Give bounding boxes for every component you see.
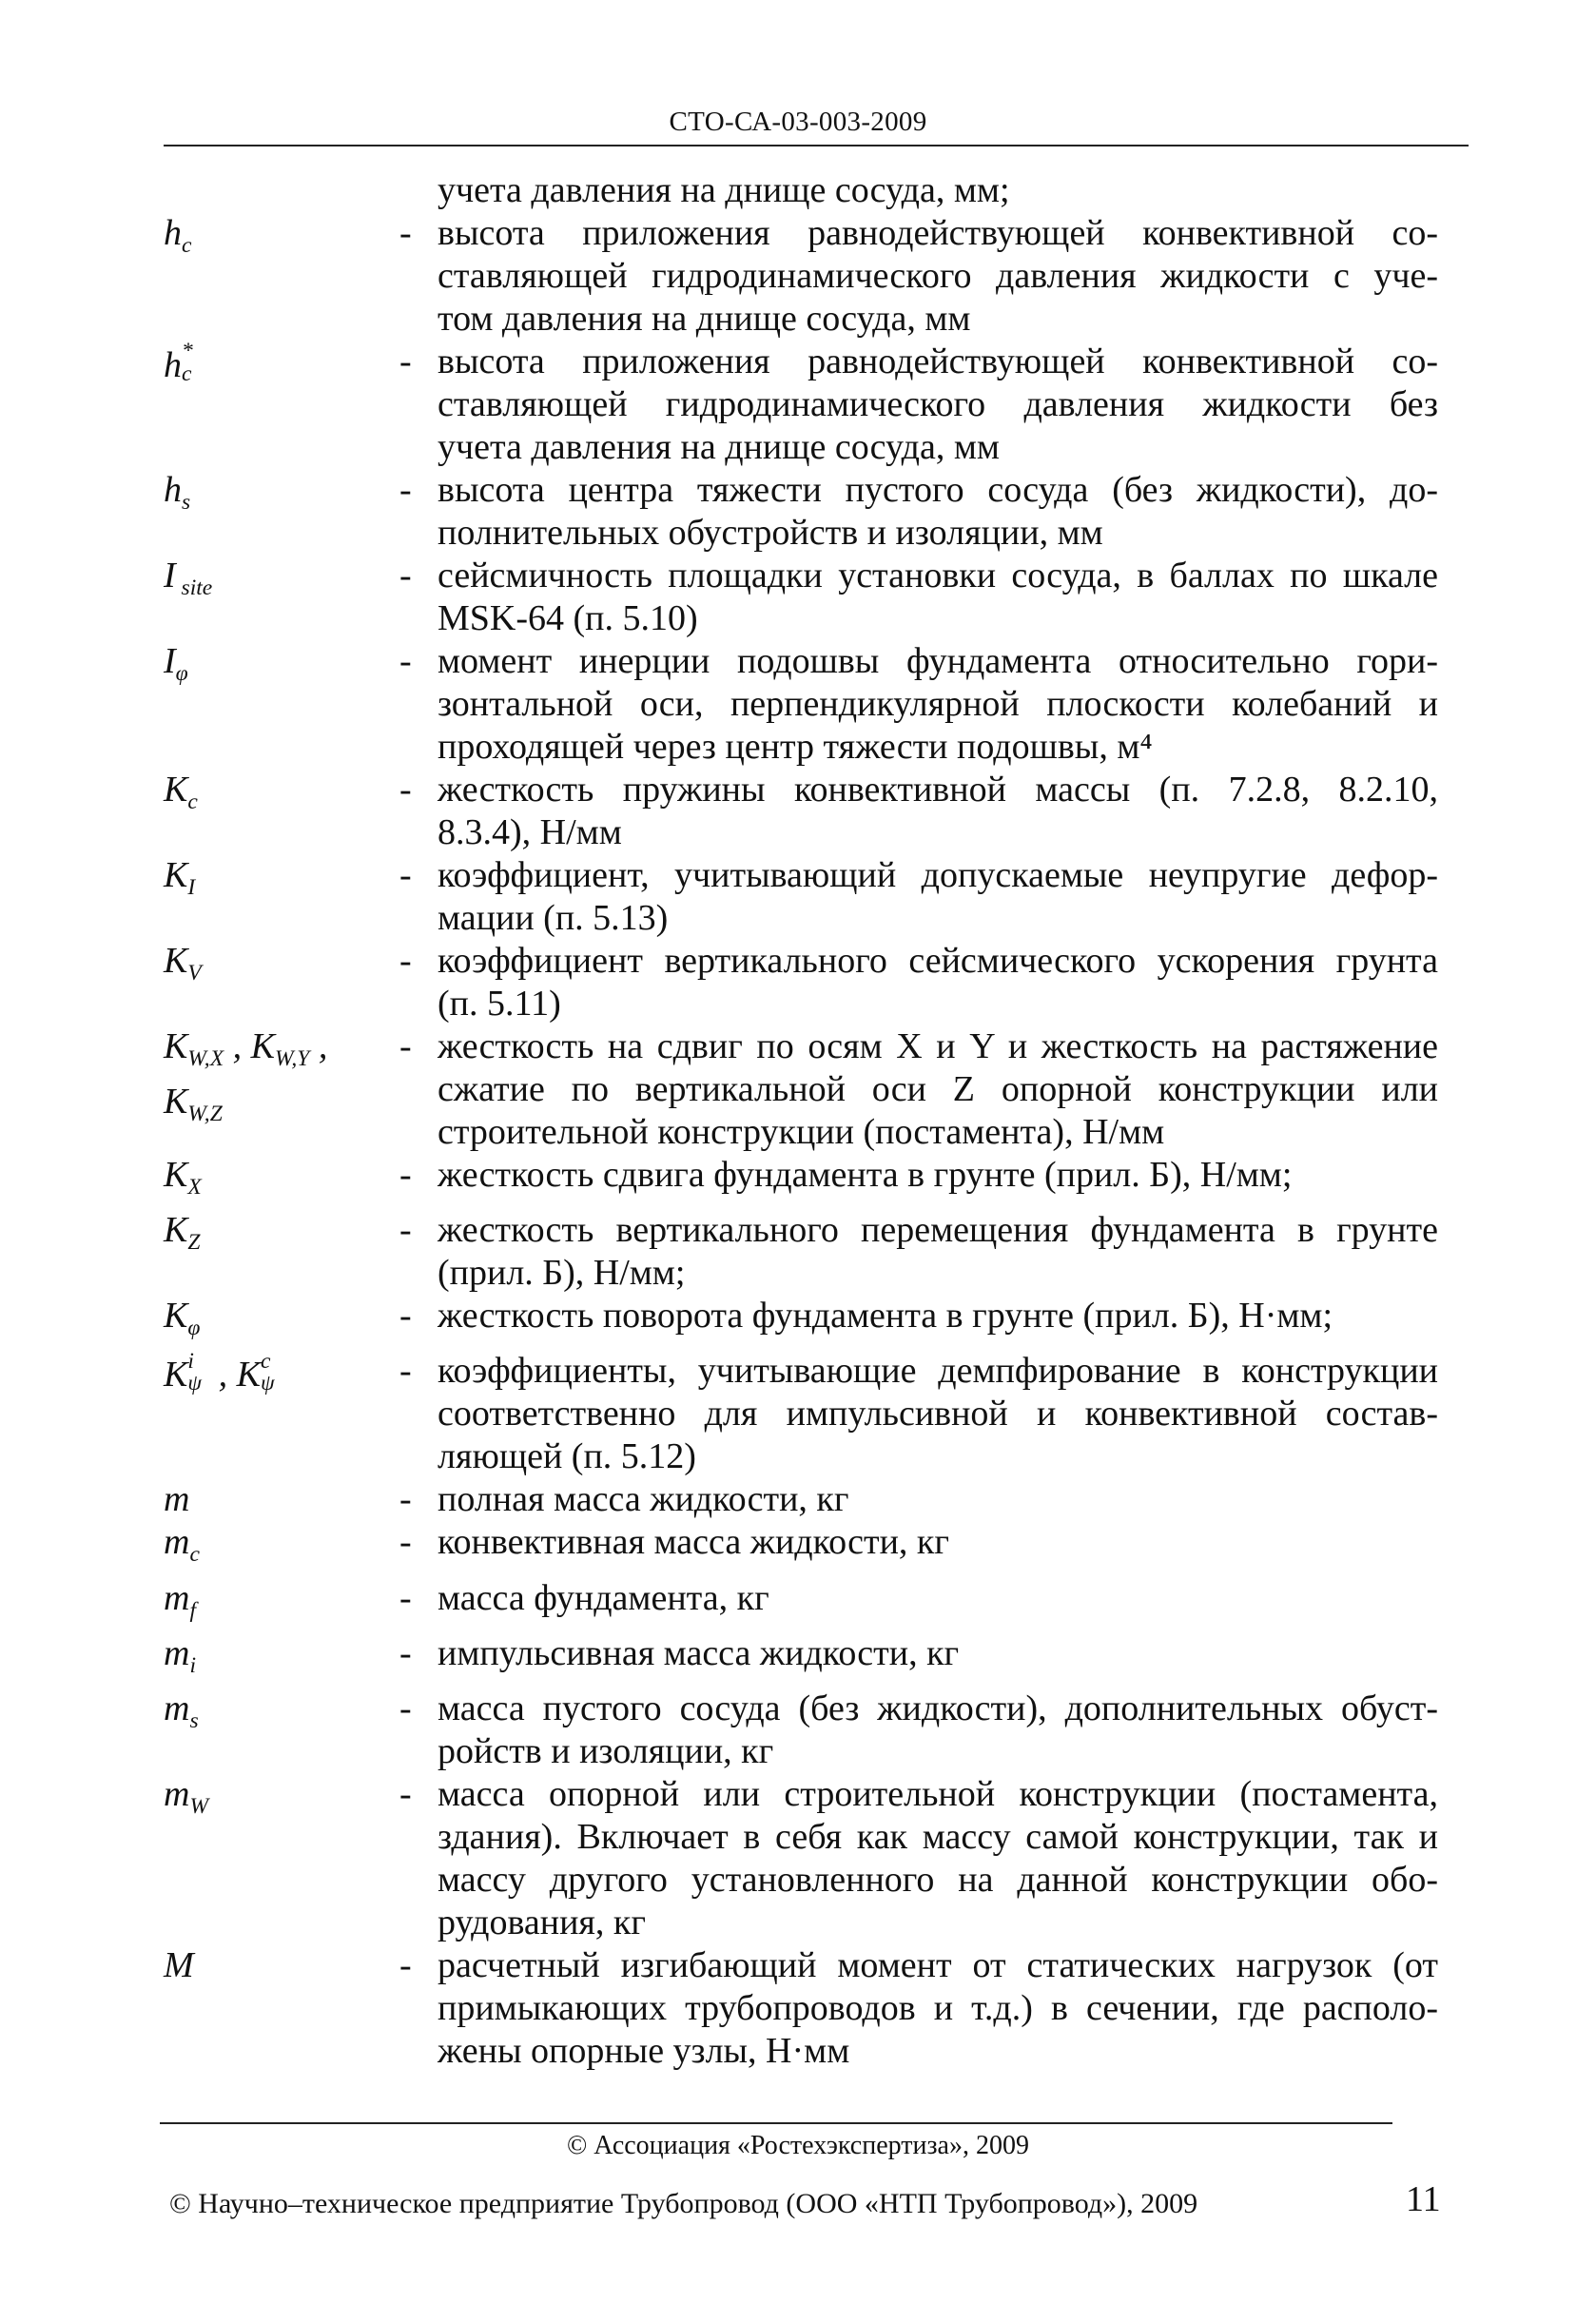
definition-text: [438, 1350, 1438, 1478]
definition-row: [164, 769, 1438, 854]
definition-symbol: I $_{site}$: [164, 556, 213, 601]
definition-line: (п. 5.11): [438, 984, 561, 1024]
definition-row: [164, 1350, 1438, 1478]
definition-line: масса фундамента, кг: [438, 1577, 769, 1618]
definition-row: [164, 1295, 1438, 1350]
definition-line: проходящей через центр тяжести подошвы, м⁴: [438, 727, 1153, 767]
definition-row: [164, 1025, 1438, 1154]
definition-line: учета давления на днище сосуда, мм;: [438, 170, 1010, 210]
definition-text: [438, 1154, 1438, 1197]
definition-row: [164, 1688, 1438, 1773]
page-number: 11: [1406, 2179, 1441, 2219]
definition-symbol: $K_X$: [164, 1155, 202, 1200]
definition-line: сжатие по вертикальной оси Z опорной конструкции или: [438, 1069, 1438, 1109]
definition-text: [438, 1478, 1438, 1521]
definition-dash: -: [399, 1296, 412, 1337]
definition-row: [164, 1521, 1438, 1576]
definition-line: момент инерции подошвы фундамента относительно гори-: [438, 641, 1438, 681]
definition-row: [164, 1478, 1438, 1521]
definition-text: [438, 769, 1438, 854]
definition-line: (прил. Б), Н/мм;: [438, 1253, 686, 1294]
definition-line: коэффициент, учитывающий допускаемые неупругие дефор-: [438, 855, 1438, 895]
definition-text: [438, 1025, 1438, 1154]
definition-line: строительной конструкции (постамента), Н/мм: [438, 1112, 1165, 1152]
definition-symbol: $K_I$: [164, 855, 196, 901]
definition-symbol: h * c: [164, 339, 193, 386]
definition-line: коэффициенты, учитывающие демпфирование в конструкции: [438, 1351, 1438, 1392]
definition-symbol: $h_s$: [164, 470, 191, 516]
definition-symbol: $K_\varphi$: [164, 1296, 201, 1341]
definition-dash: -: [399, 941, 412, 981]
document-code-header: СТО-СА-03-003-2009: [669, 107, 927, 137]
definition-row: [164, 940, 1438, 1025]
symbol-definitions-list: [164, 169, 1438, 2073]
definition-text: [438, 212, 1438, 341]
definition-line: высота центра тяжести пустого сосуда (без жидкости), до-: [438, 470, 1438, 510]
definition-text: [438, 555, 1438, 640]
definition-symbol: $K_V$: [164, 941, 202, 986]
definition-text: [438, 1295, 1438, 1337]
definition-line: 8.3.4), Н/мм: [438, 812, 622, 852]
definition-symbol: m: [164, 1479, 190, 1520]
definition-line: жесткость сдвига фундамента в грунте (прил. Б), Н/мм;: [438, 1155, 1293, 1195]
definition-dash: -: [399, 1026, 412, 1066]
definition-text: [438, 1944, 1438, 2073]
definition-line: примыкающих трубопроводов и т.д.) в сечении, где располо-: [438, 1988, 1438, 2029]
definition-dash: -: [399, 213, 412, 253]
definition-row: [164, 1773, 1438, 1944]
definition-symbol: M: [164, 1945, 194, 1986]
definition-line: высота приложения равнодействующей конвективной со-: [438, 213, 1438, 253]
definition-dash: -: [399, 1210, 412, 1251]
definition-row: [164, 640, 1438, 769]
definition-row: [164, 1944, 1438, 2073]
footer-association-copyright: © Ассоциация «Ростехэкспертиза», 2009: [567, 2131, 1029, 2160]
definition-line: учета давления на днище сосуда, мм: [438, 427, 1000, 467]
definition-line: жесткость вертикального перемещения фундамента в грунте: [438, 1210, 1438, 1251]
definition-dash: -: [399, 1155, 412, 1195]
definition-row: [164, 469, 1438, 555]
definition-line: масса опорной или строительной конструкции (постамента,: [438, 1774, 1438, 1815]
definition-symbol: $m_s$: [164, 1688, 199, 1734]
definition-row: [164, 1632, 1438, 1688]
definition-line: MSK-64 (п. 5.10): [438, 598, 698, 638]
definition-text: [438, 469, 1438, 555]
definition-row: [164, 169, 1438, 212]
header-rule: [164, 145, 1469, 146]
definition-line: том давления на днище сосуда, мм: [438, 299, 971, 339]
definition-line: жесткость пружины конвективной массы (п. 7.2.8, 8.2.10,: [438, 770, 1438, 810]
definition-line: ставляющей гидродинамического давления жидкости без: [438, 384, 1438, 424]
definition-row: [164, 341, 1438, 469]
definition-row: [164, 1209, 1438, 1295]
definition-line: рудования, кг: [438, 1903, 646, 1943]
definition-text: [438, 940, 1438, 1025]
definition-line: импульсивная масса жидкости, кг: [438, 1632, 960, 1673]
definition-text: [438, 1209, 1438, 1295]
definition-line: массу другого установленного на данной конструкции обо-: [438, 1860, 1438, 1901]
definition-dash: -: [399, 1632, 412, 1673]
definition-line: жены опорные узлы, Н·мм: [438, 2031, 850, 2072]
definition-row: [164, 1577, 1438, 1632]
definition-dash: -: [399, 342, 412, 381]
definition-line: ставляющей гидродинамического давления жидкости с уче-: [438, 256, 1438, 296]
definition-dash: -: [399, 641, 412, 681]
definition-line: коэффициент вертикального сейсмического ускорения грунта: [438, 941, 1438, 981]
definition-text: [438, 1688, 1438, 1773]
definition-dash: -: [399, 556, 412, 595]
definition-dash: -: [399, 1774, 412, 1815]
definition-line: мации (п. 5.13): [438, 898, 669, 938]
definition-text: [438, 640, 1438, 769]
definition-symbol: $m_W$: [164, 1774, 209, 1820]
footer-enterprise-copyright: © Научно–техническое предприятие Трубопровод (ООО «НТП Трубопровод»), 2009: [169, 2188, 1198, 2219]
definition-line: полнительных обустройств и изоляции, мм: [438, 513, 1103, 553]
definition-text: [438, 854, 1438, 940]
definition-row: [164, 555, 1438, 640]
footer-rule: [160, 2122, 1392, 2124]
definition-dash: -: [399, 1479, 412, 1520]
definition-dash: -: [399, 1351, 412, 1392]
definition-dash: -: [399, 855, 412, 895]
definition-row: [164, 854, 1438, 940]
definition-line: масса пустого сосуда (без жидкости), дополнительных обуст-: [438, 1688, 1438, 1729]
definition-line: расчетный изгибающий момент от статических нагрузок (от: [438, 1945, 1438, 1986]
definition-symbol: $m_i$: [164, 1632, 196, 1679]
definition-row: [164, 1154, 1438, 1209]
definition-symbol: $K_Z$: [164, 1210, 201, 1256]
definition-line: сейсмичность площадки установки сосуда, в баллах по шкале: [438, 556, 1438, 595]
definition-dash: -: [399, 1945, 412, 1986]
definition-row: [164, 212, 1438, 341]
definition-line: зонтальной оси, перпендикулярной плоскости колебаний и: [438, 684, 1438, 724]
definition-line: ляющей (п. 5.12): [438, 1436, 696, 1477]
definition-line: конвективная масса жидкости, кг: [438, 1522, 949, 1563]
definition-symbol: $h_c$: [164, 213, 192, 259]
definition-dash: -: [399, 1688, 412, 1729]
definition-symbol: $I_\varphi$: [164, 641, 188, 687]
definition-line: соответственно для импульсивной и конвективной состав-: [438, 1394, 1438, 1434]
definition-dash: -: [399, 770, 412, 810]
definition-symbol: $m_f$: [164, 1577, 196, 1623]
definition-symbol: $K_c$: [164, 770, 198, 815]
definition-text: [438, 1773, 1438, 1944]
definition-line: высота приложения равнодействующей конвективной со-: [438, 342, 1438, 381]
definition-line: полная масса жидкости, кг: [438, 1479, 849, 1520]
definition-dash: -: [399, 1522, 412, 1563]
definition-text: [438, 341, 1438, 469]
definition-symbol: K i ψ , K c ψ: [164, 1348, 275, 1396]
definition-dash: -: [399, 470, 412, 510]
definition-line: здания). Включает в себя как массу самой конструкции, так и: [438, 1817, 1438, 1858]
definition-text: [438, 1632, 1438, 1675]
definition-line: жесткость на сдвиг по осям X и Y и жесткость на растяжение: [438, 1026, 1438, 1066]
definition-symbol: $m_c$: [164, 1522, 200, 1568]
definition-text: [438, 1521, 1438, 1564]
definition-dash: -: [399, 1577, 412, 1618]
definition-line: ройств и изоляции, кг: [438, 1731, 774, 1772]
definition-symbol: $K_{W,X}$ , $K_{W,Y}$ , $K_{W,Z}$: [164, 1026, 328, 1127]
definition-text: [438, 169, 1438, 212]
definition-text: [438, 1577, 1438, 1620]
definition-line: жесткость поворота фундамента в грунте (прил. Б), Н·мм;: [438, 1296, 1333, 1337]
